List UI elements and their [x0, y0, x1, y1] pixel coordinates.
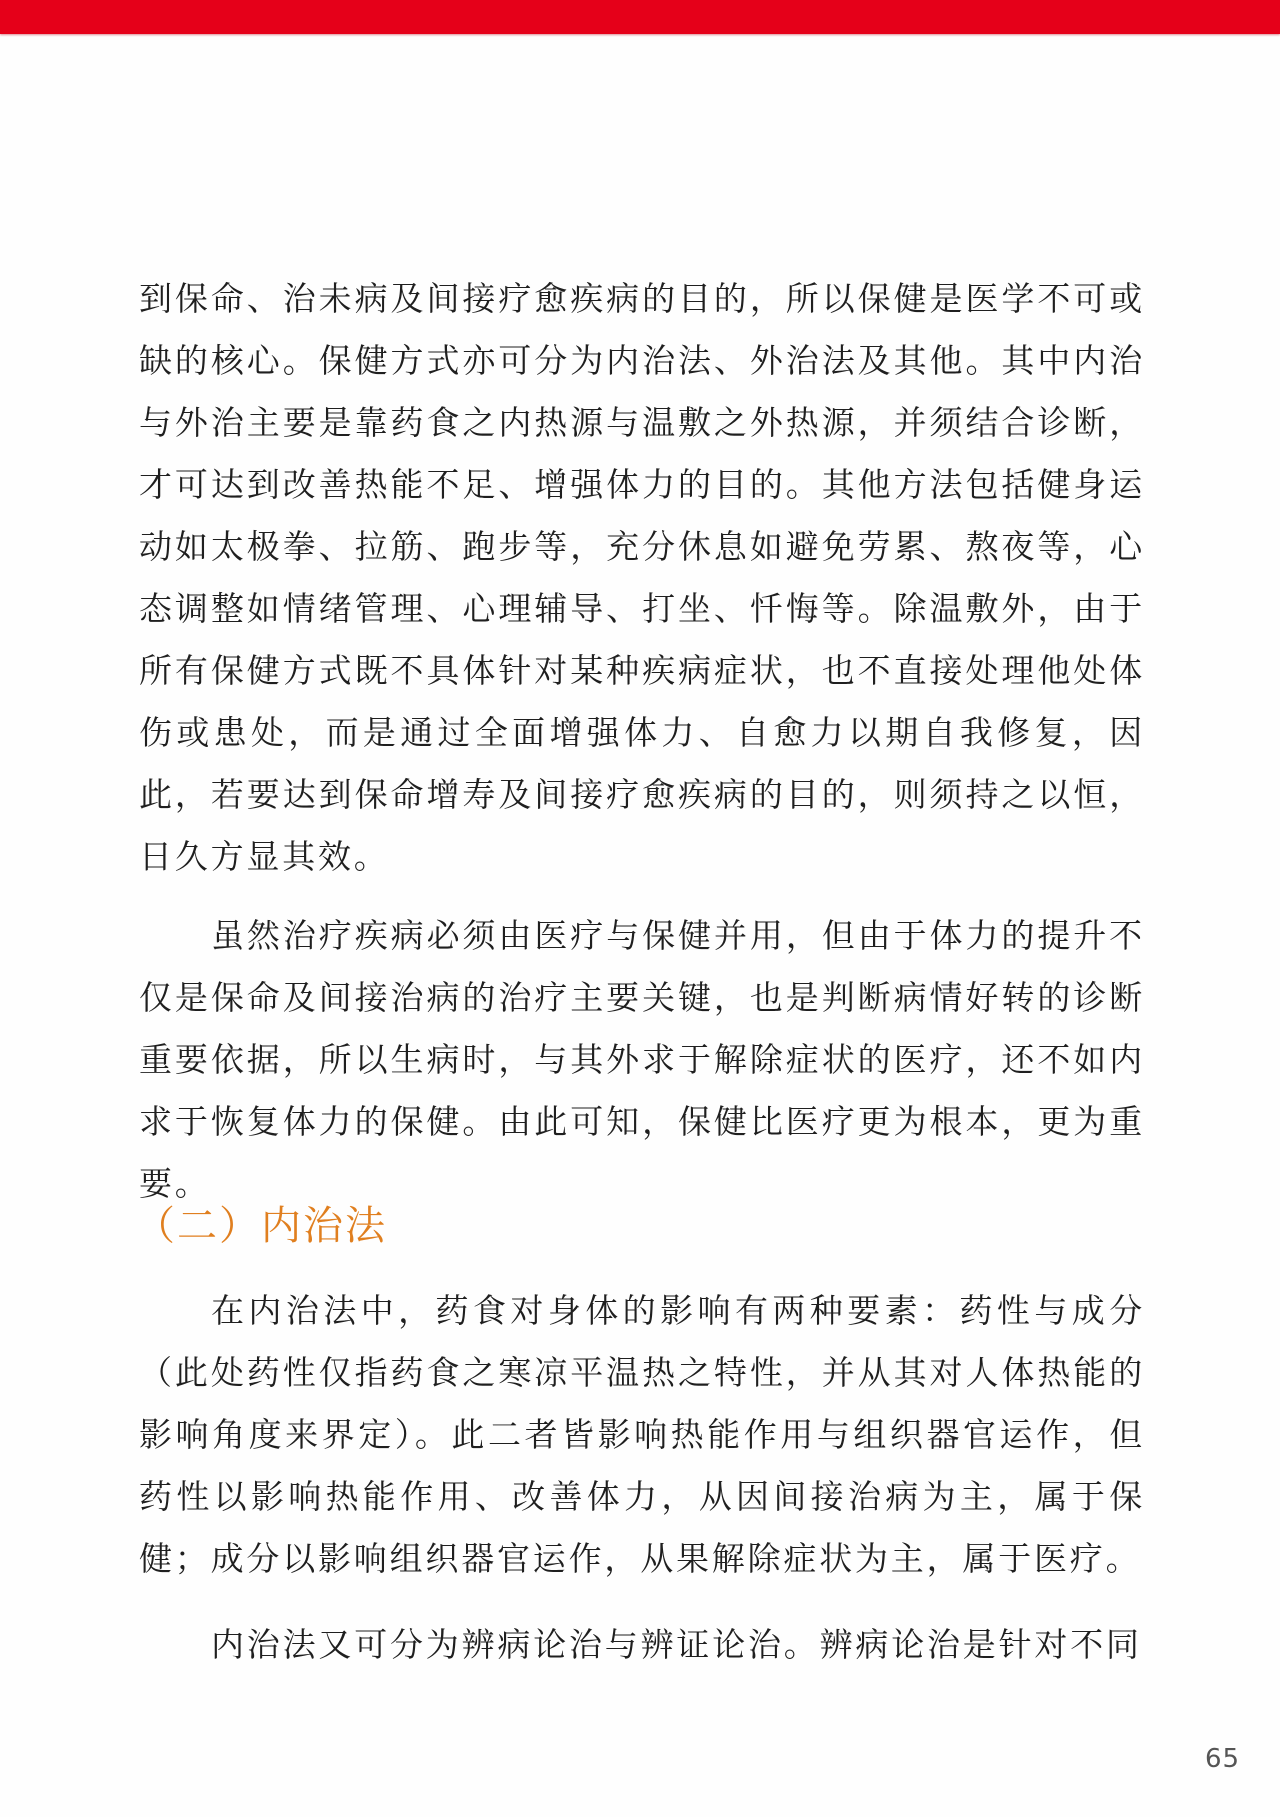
- body-paragraph-3: 在内治法中，药食对身体的影响有两种要素：药性与成分（此处药性仅指药食之寒凉平温热之特性，并从其对人体热能的影响角度来界定）。此二者皆影响热能作用与组织器官运作，但药性以影响热能作用、改善体力，从因间接治病为主，属于保健；成分以影响组织器官运作，从果解除症状为主，属于医疗。: [139, 1291, 1145, 1578]
- body-paragraph-2: 虽然治疗疾病必须由医疗与保健并用，但由于体力的提升不仅是保命及间接治病的治疗主要关键，也是判断病情好转的诊断重要依据，所以生病时，与其外求于解除症状的医疗，还不如内求于恢复体力的保健。由此可知，保健比医疗更为根本，更为重要。: [139, 916, 1145, 1203]
- body-paragraph-4: 内治法又可分为辨病论治与辨证论治。辨病论治是针对不同: [211, 1625, 1142, 1664]
- body-paragraph-1: 到保命、治未病及间接疗愈疾病的目的，所以保健是医学不可或缺的核心。保健方式亦可分为内治法、外治法及其他。其中内治与外治主要是靠药食之内热源与温敷之外热源，并须结合诊断，才可达到改善热能不足、增强体力的目的。其他方法包括健身运动如太极拳、拉筋、跑步等，充分休息如避免劳累、熬夜等，心态调整如情绪管理、心理辅导、打坐、忏悔等。除温敷外，由于所有保健方式既不具体针对某种疾病症状，也不直接处理他处体伤或患处，而是通过全面增强体力、自愈力以期自我修复，因此，若要达到保命增寿及间接疗愈疾病的目的，则须持之以恒，日久方显其效。: [139, 279, 1145, 876]
- top-red-bar: [0, 0, 1280, 34]
- page-number: 65: [1205, 1744, 1241, 1774]
- section-heading: （二）内治法: [135, 1203, 387, 1249]
